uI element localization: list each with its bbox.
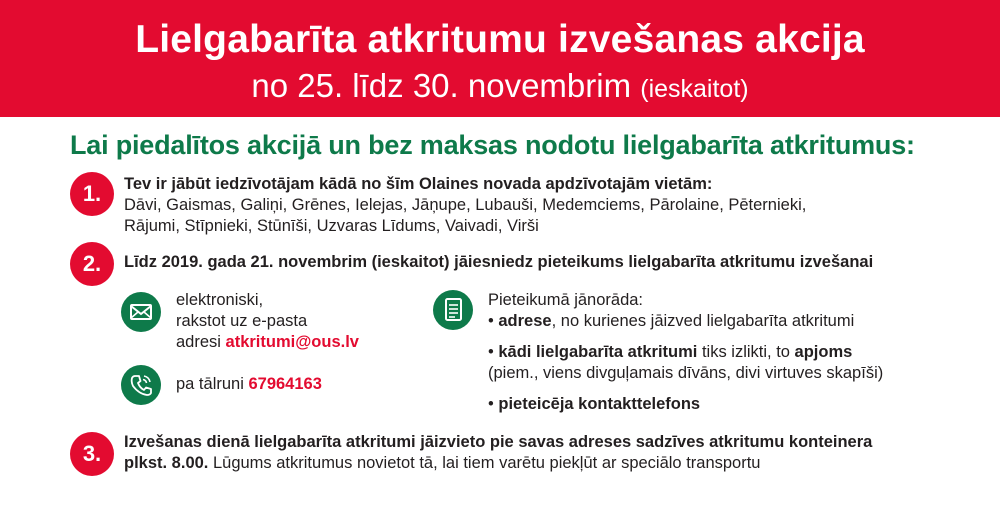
phone-line [176,374,322,395]
phone-number-link[interactable]: 67964163 [248,375,322,393]
step-3-number: 3. [70,432,114,476]
section-heading: Lai piedalītos akcijā un bez maksas nodotu lielgabarīta atkritumus: [70,130,915,160]
requirement-waste-bold: kādi lielgabarīta atkritumi [498,343,698,361]
banner-subtitle [0,66,1000,109]
email-address-link[interactable]: atkritumi@ous.lv [225,333,359,351]
document-icon [433,290,473,330]
step-1-title: Tev ir jābūt iedzīvotājam kādā no šīm Olaines novada apdzīvotajām vietām: [124,175,713,193]
requirement-item-address [488,311,854,332]
email-line-1: elektroniski, [176,291,264,309]
requirement-address-bold: adrese [498,312,552,330]
banner-title: Lielgabarīta atkritumu izvešanas akcija [135,18,865,61]
phone-prefix: pa tālruni [176,375,249,393]
requirement-item-phone [488,394,700,415]
requirement-item-waste [488,342,852,363]
step-3-line-2 [124,453,761,474]
step-3-line-1: Izvešanas dienā lielgabarīta atkritumi jāizvieto pie savas adreses sadzīves atkritumu konteinera [124,433,873,451]
step-3-instruction: Lūgums atkritumus novietot tā, lai tiem varētu piekļūt ar speciālo transportu [208,454,761,472]
requirement-waste-example: (piem., viens divguļamais dīvāns, divi virtuves skapīši) [488,364,884,382]
bullet-marker: • [488,395,494,413]
envelope-icon [121,292,161,332]
step-2-title: Līdz 2019. gada 21. novembrim (ieskaitot) jāiesniedz pieteikums lielgabarīta atkritumu izvešanai [124,253,874,271]
step-3-time: plkst. 8.00. [124,454,209,472]
step-2-number: 2. [70,242,114,286]
requirement-volume-bold: apjoms [794,343,853,361]
email-line-2: rakstot uz e-pasta [176,312,308,330]
bullet-marker: • [488,312,494,330]
email-line-3 [176,332,359,353]
email-address-prefix: adresi [176,333,226,351]
header-banner [0,0,1000,117]
step-1-number: 1. [70,172,114,216]
phone-icon [121,365,161,405]
requirement-address-rest: , no kurienes jāizved lielgabarīta atkritumi [551,312,855,330]
step-1-places-line-1: Dāvi, Gaismas, Galiņi, Grēnes, Ielejas, Jāņupe, Lubauši, Medemciems, Pārolaine, Pēternieki, [124,196,807,214]
banner-dates: no 25. līdz 30. novembrim [251,67,632,104]
requirement-waste-mid: tiks izlikti, to [697,343,795,361]
requirement-phone-bold: pieteicēja kontakttelefons [498,395,701,413]
bullet-marker: • [488,343,494,361]
requirements-title: Pieteikumā jānorāda: [488,291,644,309]
banner-inclusive-note: (ieskaitot) [640,75,749,103]
step-1-places-line-2: Rājumi, Stīpnieki, Stūnīši, Uzvaras Līdums, Vaivadi, Virši [124,217,539,235]
